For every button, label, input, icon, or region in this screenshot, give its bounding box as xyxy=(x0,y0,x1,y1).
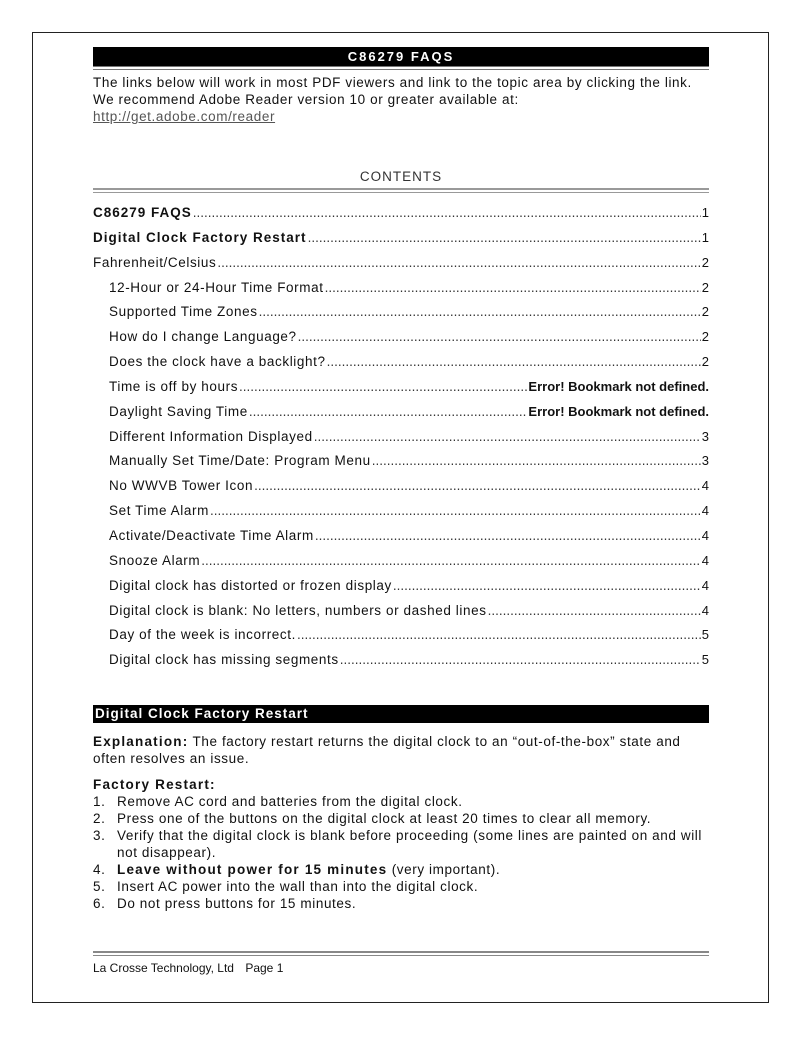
list-item: 1. Remove AC cord and batteries from the digital clock. xyxy=(93,794,463,810)
toc-link-different-info[interactable]: Different Information Displayed ..... 3 xyxy=(93,429,709,454)
toc-link-time-format[interactable]: 12-Hour or 24-Hour Time Format ..... 2 xyxy=(93,280,709,305)
toc-link-distorted-display[interactable]: Digital clock has distorted or frozen display ..... 4 xyxy=(93,578,709,603)
footer-page-number: Page 1 xyxy=(245,961,284,975)
toc-link-wwvb-tower[interactable]: No WWVB Tower Icon ..... 4 xyxy=(93,478,709,503)
list-item: 5. Insert AC power into the wall than into the digital clock. xyxy=(93,879,479,895)
toc-link-factory-restart[interactable]: Digital Clock Factory Restart ..... 1 xyxy=(93,230,709,255)
explanation-text: The factory restart returns the digital clock to an “out-of-the-box” state and often resolves an issue. xyxy=(93,734,681,767)
toc-link-backlight[interactable]: Does the clock have a backlight? ..... 2 xyxy=(93,354,709,379)
explanation-paragraph xyxy=(93,733,709,767)
page-footer xyxy=(93,961,291,975)
toc-link-snooze-alarm[interactable]: Snooze Alarm ..... 4 xyxy=(93,553,709,578)
toc-link-time-zones[interactable]: Supported Time Zones ..... 2 xyxy=(93,304,709,329)
toc-link-time-off-by-hours[interactable]: Time is off by hours ..... Error! Bookmark not defined. xyxy=(93,379,709,404)
toc-link-fahrenheit-celsius[interactable]: Fahrenheit/Celsius ..... 2 xyxy=(93,255,709,280)
title-rule xyxy=(93,66,709,70)
toc-link-change-language[interactable]: How do I change Language? ..... 2 xyxy=(93,329,709,354)
toc-link-missing-segments[interactable]: Digital clock has missing segments ..... 5 xyxy=(93,652,709,677)
list-item: 3. Verify that the digital clock is blank before proceeding (some lines are painted on and will not disappear). xyxy=(93,828,703,861)
contents-heading: CONTENTS xyxy=(359,169,443,184)
contents-rule xyxy=(93,188,709,193)
toc-link-day-of-week[interactable]: Day of the week is incorrect. ..... 5 xyxy=(93,627,709,652)
adobe-reader-link[interactable]: http://get.adobe.com/reader xyxy=(93,109,276,124)
list-item: 6. Do not press buttons for 15 minutes. xyxy=(93,896,357,912)
page-content xyxy=(93,47,709,912)
table-of-contents xyxy=(93,205,709,677)
toc-link-blank-display[interactable]: Digital clock is blank: No letters, numbers or dashed lines ..... 4 xyxy=(93,603,709,628)
toc-link-activate-alarm[interactable]: Activate/Deactivate Time Alarm ..... 4 xyxy=(93,528,709,553)
intro-paragraph xyxy=(93,74,709,125)
toc-link-set-time-alarm[interactable]: Set Time Alarm ..... 4 xyxy=(93,503,709,528)
footer-company: La Crosse Technology, Ltd xyxy=(93,961,234,975)
toc-link-c86279-faqs[interactable]: C86279 FAQS ..... 1 xyxy=(93,205,709,230)
explanation-label: Explanation: xyxy=(93,734,189,750)
intro-text: The links below will work in most PDF viewers and link to the topic area by clicking the link. We recommend Adobe Reader version 10 or greater available at: xyxy=(93,75,692,107)
toc-link-program-menu[interactable]: Manually Set Time/Date: Program Menu ..... 3 xyxy=(93,453,709,478)
list-item: 2. Press one of the buttons on the digital clock at least 20 times to clear all memory. xyxy=(93,811,652,827)
steps-heading: Factory Restart: xyxy=(93,777,216,793)
footer-rule xyxy=(93,951,709,956)
list-item: 4. Leave without power for 15 minutes (very important). xyxy=(93,862,501,878)
toc-link-daylight-saving[interactable]: Daylight Saving Time ..... Error! Bookmark not defined. xyxy=(93,404,709,429)
page-title: C86279 FAQS xyxy=(93,47,709,66)
section-heading-factory-restart: Digital Clock Factory Restart xyxy=(93,705,709,723)
restart-steps-list xyxy=(93,793,709,912)
